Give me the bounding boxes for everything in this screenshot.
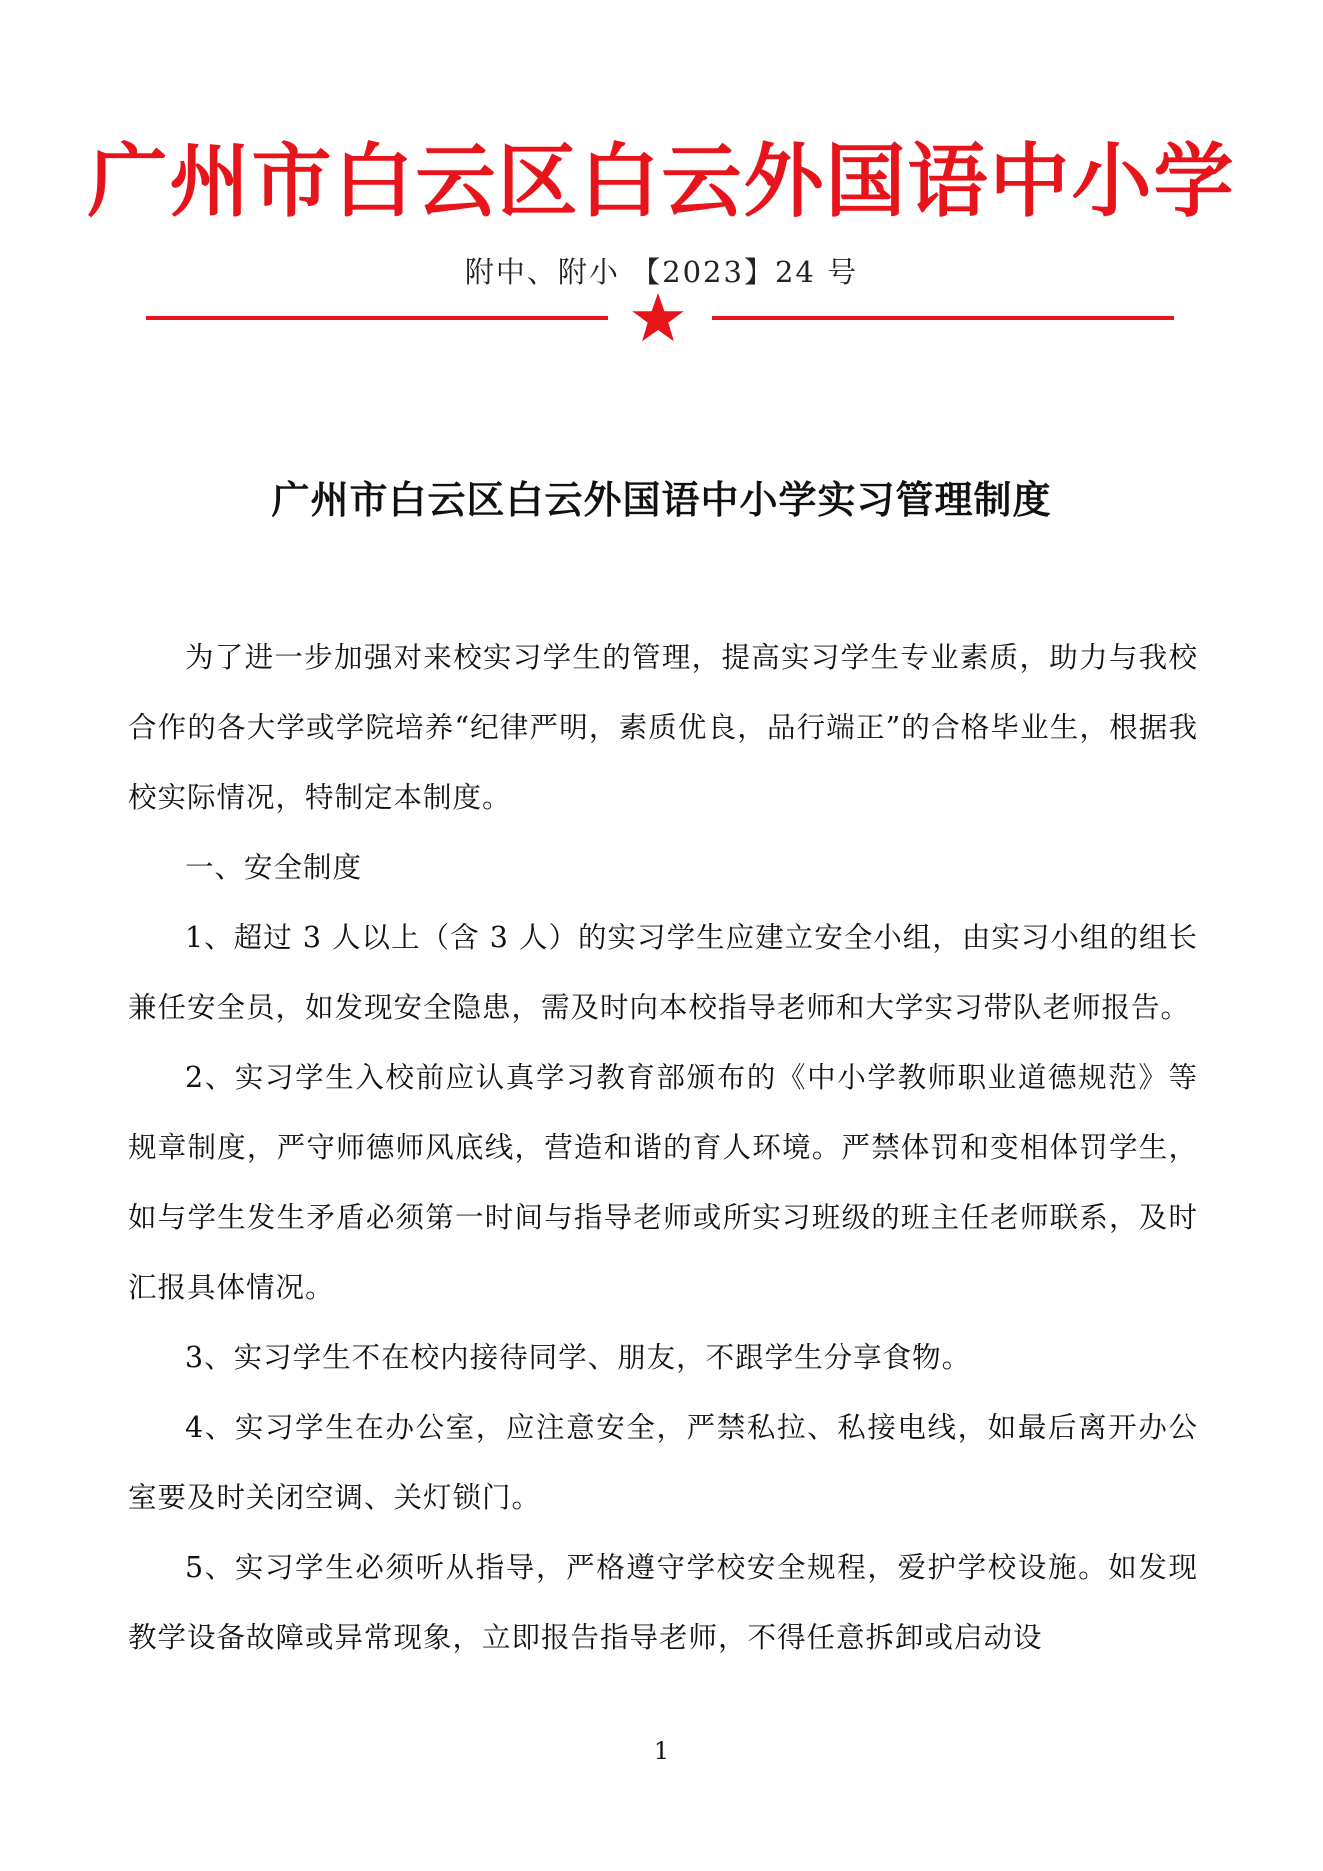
page-number: 1 (653, 1737, 670, 1765)
paragraph-item-4: 4、实习学生在办公室，应注意安全，严禁私拉、私接电线，如最后离开办公室要及时关闭空调、关灯锁门。 (128, 1411, 1198, 1514)
paragraph-item-3: 3、实习学生不在校内接待同学、朋友，不跟学生分享食物。 (185, 1341, 972, 1374)
paragraph-intro: 为了进一步加强对来校实习学生的管理，提高实习学生专业素质，助力与我校合作的各大学或学院培养“纪律严明，素质优良，品行端正”的合格毕业生，根据我校实际情况，特制定本制度。 (128, 641, 1198, 814)
document-title: 广州市白云区白云外国语中小学实习管理制度 (271, 478, 1052, 522)
header-rule-right (712, 316, 1174, 320)
paragraph-item-5: 5、实习学生必须听从指导，严格遵守学校安全规程，爱护学校设施。如发现教学设备故障或异常现象，立即报告指导老师，不得任意拆卸或启动设 (128, 1551, 1198, 1654)
paragraph-item-1: 1、超过 3 人以上（含 3 人）的实习学生应建立安全小组，由实习小组的组长兼任安全员，如发现安全隐患，需及时向本校指导老师和大学实习带队老师报告。 (128, 921, 1198, 1024)
document-number: 附中、附小 【2023】24 号 (464, 255, 859, 289)
org-masthead: 广州市白云区白云外国语中小学 (87, 135, 1236, 228)
document-body (128, 623, 1198, 1673)
section-heading-safety: 一、安全制度 (185, 851, 363, 884)
paragraph-item-2: 2、实习学生入校前应认真学习教育部颁布的《中小学教师职业道德规范》等规章制度，严守师德师风底线，营造和谐的育人环境。严禁体罚和变相体罚学生，如与学生发生矛盾必须第一时间与指导老师或所实习班级的班主任老师联系，及时汇报具体情况。 (128, 1061, 1198, 1304)
header-rule-left (146, 316, 608, 320)
star-icon (630, 291, 686, 347)
